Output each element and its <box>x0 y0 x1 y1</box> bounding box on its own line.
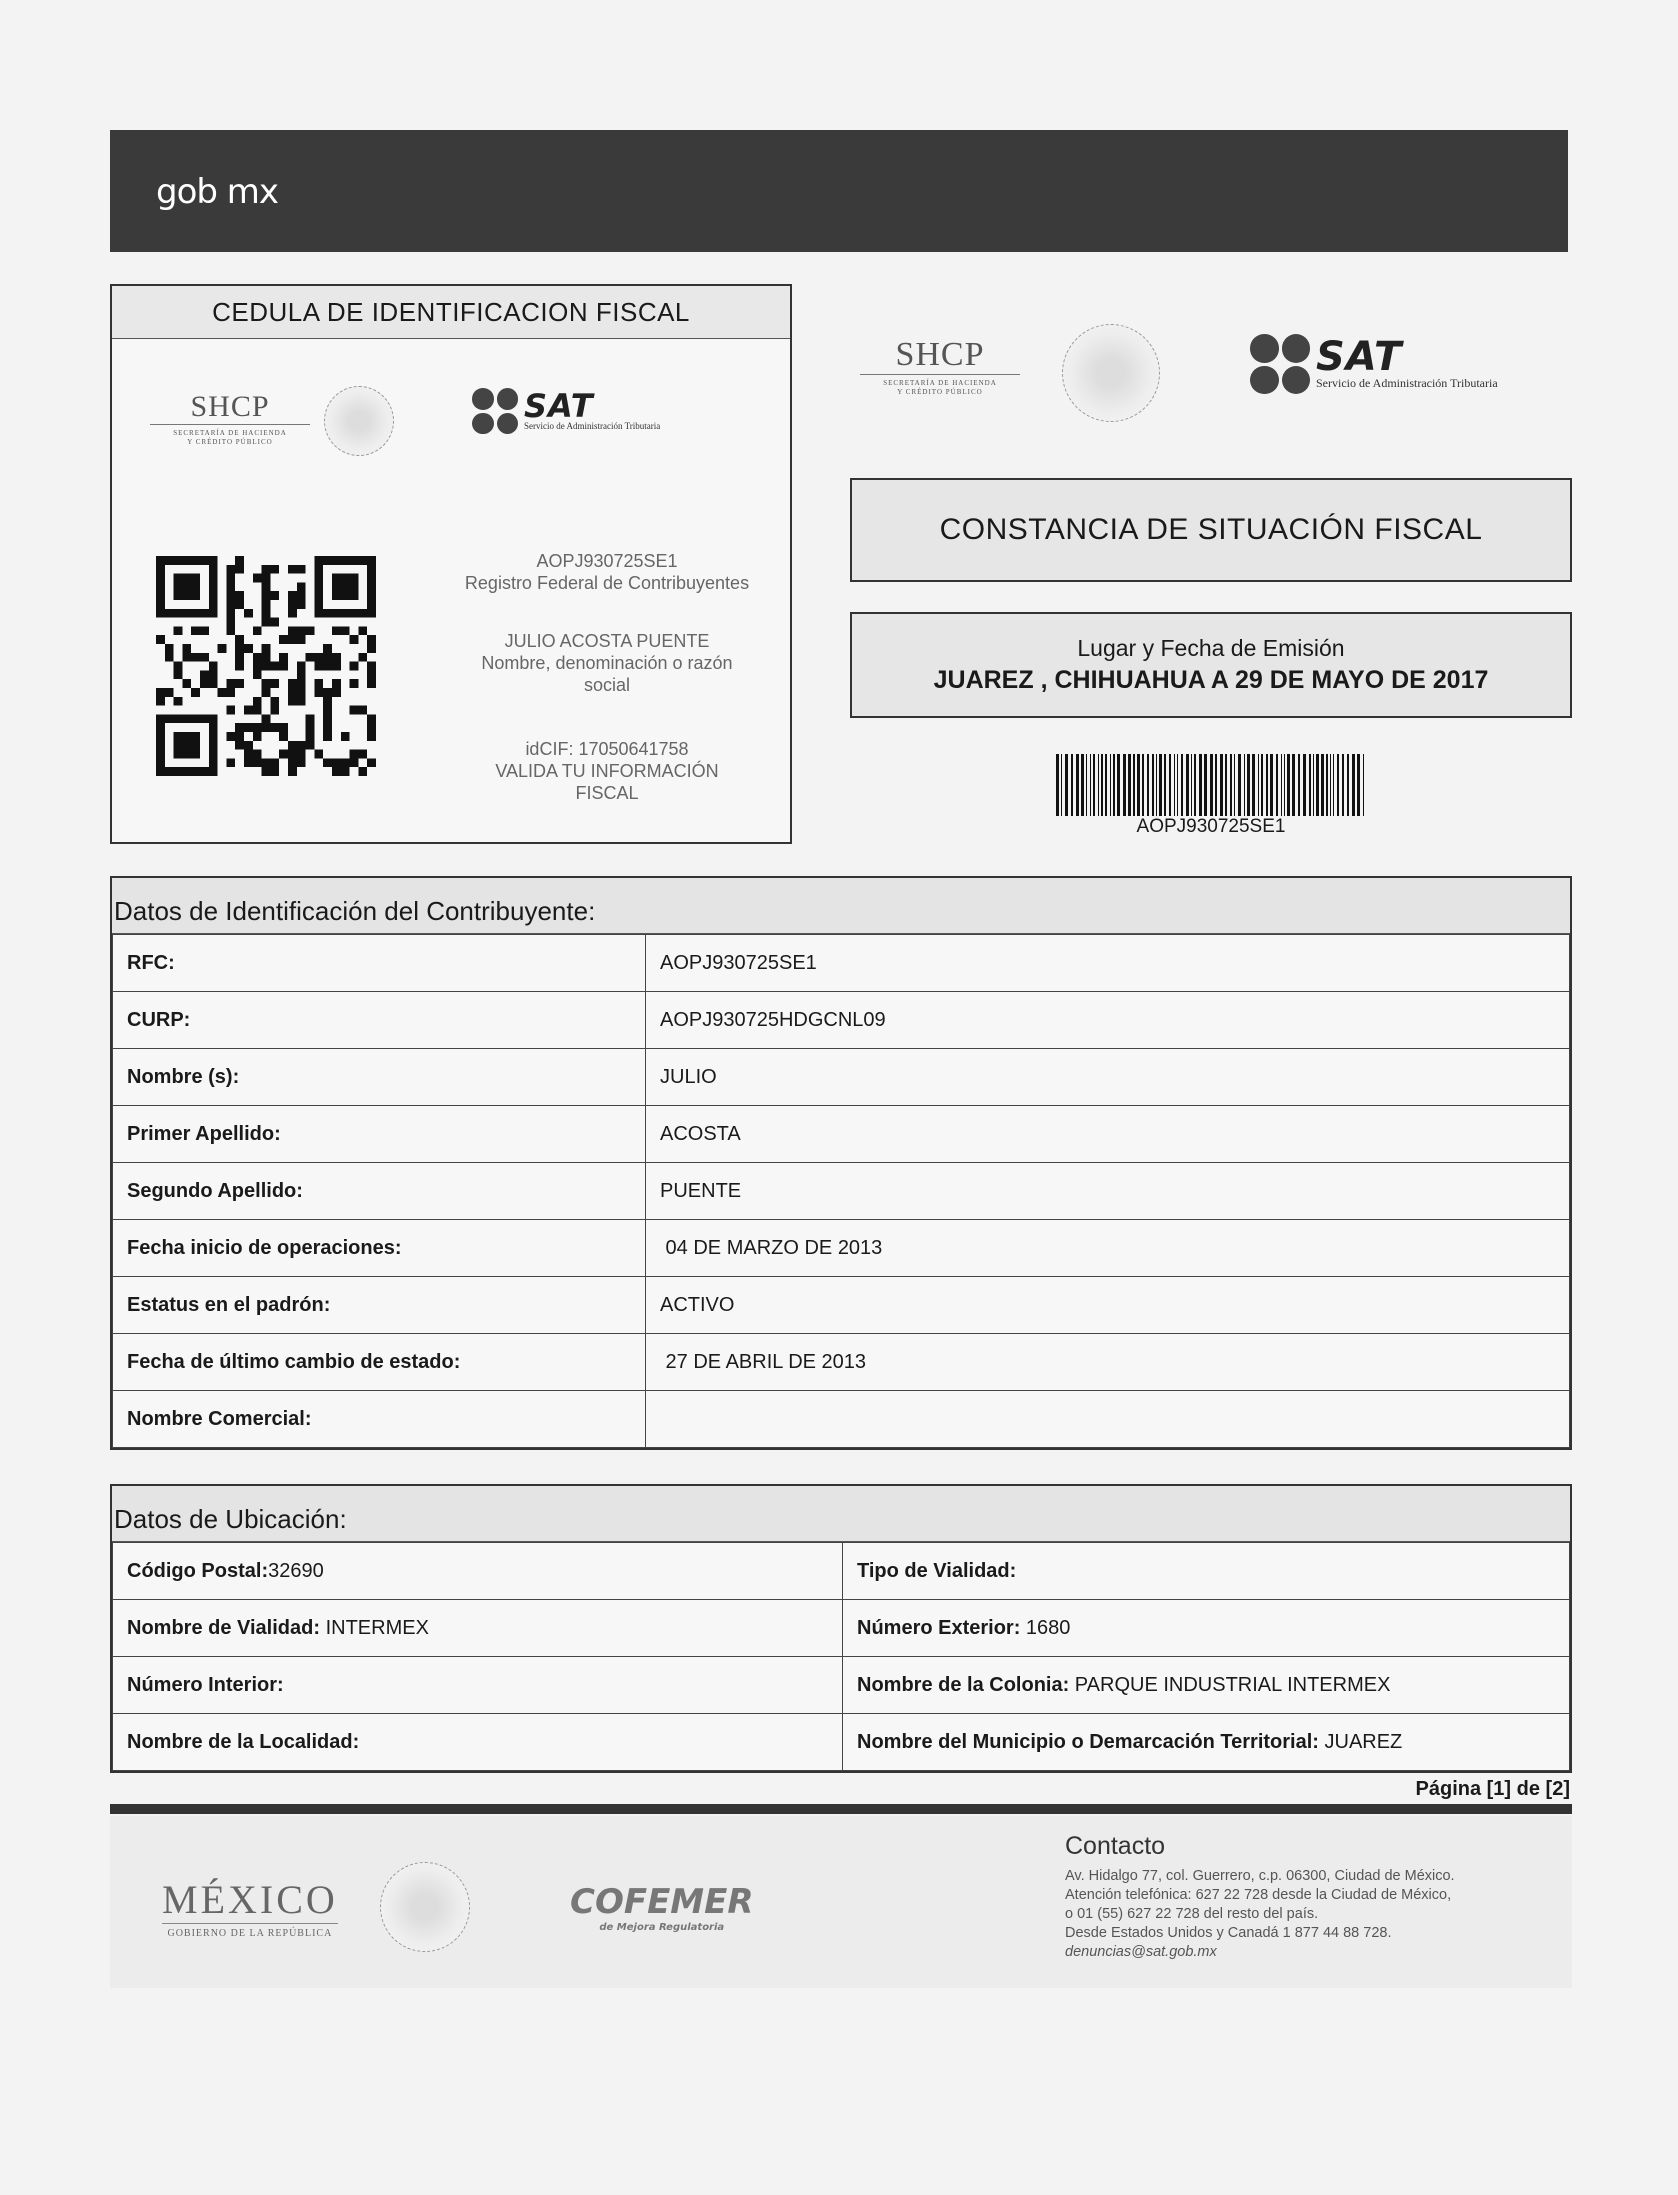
gob-mx-logo[interactable]: gob mx <box>156 172 279 212</box>
location-field <box>113 1600 843 1657</box>
location-field <box>843 1543 1570 1600</box>
table-row <box>113 992 1570 1049</box>
table-row <box>113 1543 1570 1600</box>
table-row <box>113 1163 1570 1220</box>
field-value: JULIO <box>646 1049 1570 1106</box>
location-field <box>113 1543 843 1600</box>
field-value: PUENTE <box>646 1163 1570 1220</box>
header-bar <box>110 130 1568 252</box>
field-label: Código Postal: <box>127 1559 269 1582</box>
barcode <box>1056 754 1366 816</box>
emision-label: Lugar y Fecha de Emisión <box>1077 635 1345 661</box>
field-label: Nombre de la Colonia: <box>857 1673 1070 1696</box>
field-label: Nombre (s): <box>113 1049 646 1106</box>
ubicacion-table <box>112 1542 1570 1771</box>
shcp-logo-right: SHCP SECRETARÍA DE HACIENDA Y CRÉDITO PÚBLICO <box>860 336 1020 397</box>
sat-dots-icon <box>1250 334 1310 394</box>
field-value: JUAREZ <box>1318 1730 1403 1753</box>
location-field <box>113 1714 843 1771</box>
contacto-block: Contacto Av. Hidalgo 77, col. Guerrero, c.p. 06300, Ciudad de México. Atención telefónica: 627 22 728 desde la Ciudad de México, o 01 (55) 627 22 728 del resto del país. Desde Estados Unidos y Canadá 1 877 44 88 728. denuncias@sat.gob.mx <box>1065 1832 1455 1960</box>
field-label: Número Exterior: <box>857 1616 1021 1639</box>
shcp-logo: SHCP SECRETARÍA DE HACIENDA Y CRÉDITO PÚBLICO <box>150 390 310 447</box>
location-field <box>843 1600 1570 1657</box>
field-value: 1680 <box>1020 1616 1071 1639</box>
field-label: RFC: <box>113 935 646 992</box>
field-label: Nombre de Vialidad: <box>127 1616 321 1639</box>
cedula-nombre-label: Nombre, denominación o razón <box>481 653 733 673</box>
field-value <box>646 1391 1570 1448</box>
table-row <box>113 1391 1570 1448</box>
mexico-logo: MÉXICO GOBIERNO DE LA REPÚBLICA <box>162 1877 338 1939</box>
constancia-title: CONSTANCIA DE SITUACIÓN FISCAL <box>850 478 1572 582</box>
field-label: Nombre Comercial: <box>113 1391 646 1448</box>
table-row <box>113 1049 1570 1106</box>
field-value: 32690 <box>268 1559 324 1582</box>
national-seal-icon <box>1062 324 1160 422</box>
field-value: AOPJ930725HDGCNL09 <box>646 992 1570 1049</box>
field-value: ACTIVO <box>646 1277 1570 1334</box>
emision-box <box>850 612 1572 718</box>
field-value: INTERMEX <box>320 1616 429 1639</box>
table-row <box>113 935 1570 992</box>
field-label: Primer Apellido: <box>113 1106 646 1163</box>
location-field <box>843 1714 1570 1771</box>
field-label: CURP: <box>113 992 646 1049</box>
cedula-nombre-block: JULIO ACOSTA PUENTE Nombre, denominación o razón social <box>432 630 782 696</box>
location-field <box>843 1657 1570 1714</box>
cofemer-logo: COFEMER de Mejora Regulatoria <box>570 1882 754 1933</box>
field-value: 04 DE MARZO DE 2013 <box>646 1220 1570 1277</box>
cedula-identificacion-box <box>110 284 792 844</box>
cedula-title: CEDULA DE IDENTIFICACION FISCAL <box>112 286 790 339</box>
footer-rule <box>110 1804 1572 1814</box>
barcode-text: AOPJ930725SE1 <box>1136 816 1286 837</box>
cedula-rfc-block <box>432 550 782 594</box>
emision-value: JUAREZ , CHIHUAHUA A 29 DE MAYO DE 2017 <box>933 666 1489 694</box>
field-label: Fecha inicio de operaciones: <box>113 1220 646 1277</box>
sat-logo-right: SAT Servicio de Administración Tributaria <box>1250 334 1498 394</box>
cedula-idcif: idCIF: 17050641758 <box>525 739 689 759</box>
table-row <box>113 1714 1570 1771</box>
field-value: ACOSTA <box>646 1106 1570 1163</box>
field-label: Nombre del Municipio o Demarcación Territorial: <box>857 1730 1319 1753</box>
table-row <box>113 1106 1570 1163</box>
identificacion-table <box>112 934 1570 1448</box>
national-seal-icon <box>324 386 394 456</box>
identificacion-title: Datos de Identificación del Contribuyente: <box>112 878 1570 934</box>
field-value: AOPJ930725SE1 <box>646 935 1570 992</box>
cedula-idcif-block: idCIF: 17050641758 VALIDA TU INFORMACIÓN FISCAL <box>432 738 782 804</box>
cedula-rfc: AOPJ930725SE1 <box>536 551 678 571</box>
page-number: Página [1] de [2] <box>1415 1778 1570 1800</box>
sat-logo: SAT Servicio de Administración Tributaria <box>472 388 660 434</box>
field-label: Estatus en el padrón: <box>113 1277 646 1334</box>
field-value: PARQUE INDUSTRIAL INTERMEX <box>1069 1673 1391 1696</box>
national-seal-icon <box>380 1862 470 1952</box>
table-row <box>113 1600 1570 1657</box>
cedula-nombre: JULIO ACOSTA PUENTE <box>504 631 710 651</box>
table-row <box>113 1220 1570 1277</box>
contacto-title: Contacto <box>1065 1832 1166 1860</box>
field-label: Segundo Apellido: <box>113 1163 646 1220</box>
table-row <box>113 1334 1570 1391</box>
qr-code <box>156 556 376 776</box>
location-field <box>113 1657 843 1714</box>
ubicacion-section <box>110 1484 1572 1773</box>
cedula-rfc-label: Registro Federal de Contribuyentes <box>464 573 750 593</box>
field-label: Fecha de último cambio de estado: <box>113 1334 646 1391</box>
field-label: Nombre de la Localidad: <box>127 1730 360 1753</box>
sat-dots-icon <box>472 388 518 434</box>
field-value: 27 DE ABRIL DE 2013 <box>646 1334 1570 1391</box>
contacto-email[interactable]: denuncias@sat.gob.mx <box>1065 1944 1217 1960</box>
field-label: Tipo de Vialidad: <box>857 1559 1017 1582</box>
table-row <box>113 1277 1570 1334</box>
ubicacion-title: Datos de Ubicación: <box>112 1486 1570 1542</box>
table-row <box>113 1657 1570 1714</box>
field-label: Número Interior: <box>127 1673 284 1696</box>
identificacion-section <box>110 876 1572 1450</box>
